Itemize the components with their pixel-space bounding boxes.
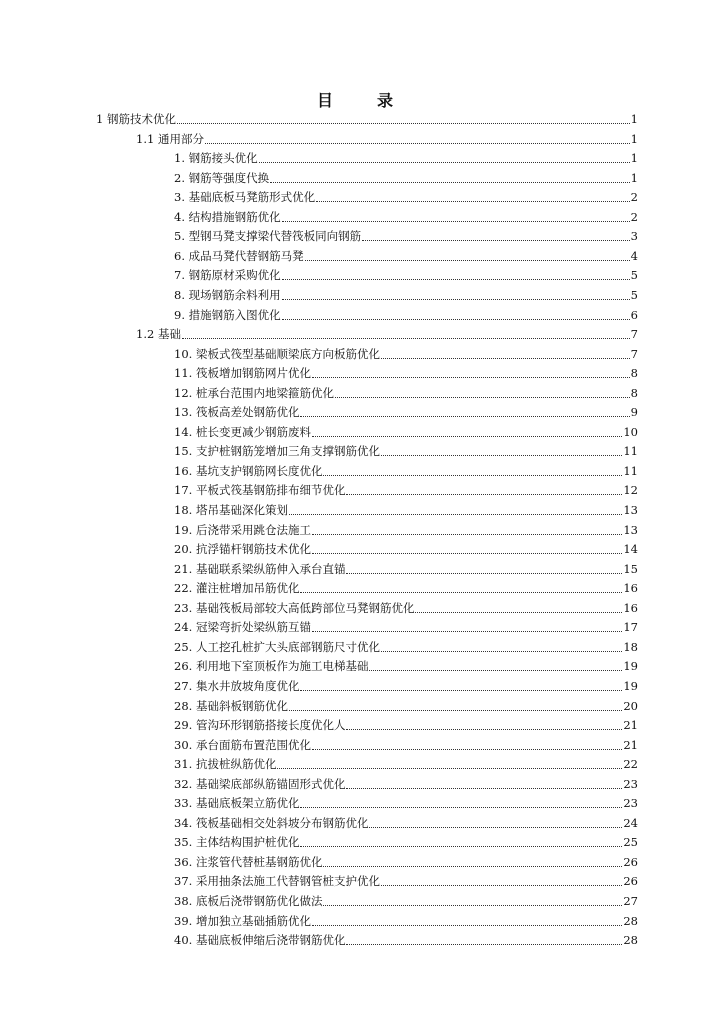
toc-page-number: 26	[623, 854, 638, 869]
toc-dot-leader	[335, 384, 630, 402]
toc-page-number: 15	[623, 561, 638, 576]
toc-dot-leader	[259, 149, 630, 167]
toc-entry[interactable]	[174, 579, 638, 597]
toc-entry-label: 15. 支护桩钢筋笼增加三角支撑钢筋优化	[174, 444, 380, 459]
toc-page-number: 23	[623, 776, 638, 791]
toc-entry-label: 25. 人工挖孔桩扩大头底部钢筋尺寸优化	[174, 639, 380, 654]
toc-entry-label: 29. 管沟环形钢筋搭接长度优化人	[174, 718, 346, 733]
toc-entry[interactable]	[174, 931, 638, 949]
toc-dot-leader	[369, 657, 622, 675]
toc-entry-label: 9. 措施钢筋入图优化	[174, 307, 281, 322]
toc-page-number: 8	[630, 385, 638, 400]
toc-entry[interactable]	[174, 227, 638, 245]
toc-dot-leader	[312, 423, 622, 441]
toc-entry[interactable]	[174, 697, 638, 715]
toc-entry[interactable]	[174, 560, 638, 578]
toc-dot-leader	[312, 521, 622, 539]
toc-entry[interactable]	[174, 423, 638, 441]
toc-page-number: 7	[630, 327, 638, 342]
toc-entry-label: 33. 基础底板架立筋优化	[174, 796, 300, 811]
toc-page-number: 19	[623, 678, 638, 693]
toc-entry-label: 6. 成品马凳代替钢筋马凳	[174, 248, 304, 263]
toc-entry[interactable]	[136, 325, 638, 343]
toc-entry-label: 22. 灌注桩增加吊筋优化	[174, 581, 300, 596]
toc-page-number: 25	[623, 835, 638, 850]
toc-page-number: 1	[630, 151, 638, 166]
toc-dot-leader	[381, 442, 622, 460]
toc-entry-label: 16. 基坑支护钢筋网长度优化	[174, 463, 323, 478]
toc-entry-label: 18. 塔吊基础深化策划	[174, 503, 288, 517]
toc-entry[interactable]	[174, 912, 638, 930]
toc-entry-label: 19. 后浇带采用跳仓法施工	[174, 522, 311, 537]
toc-page-number: 24	[623, 815, 638, 830]
toc-dot-leader	[282, 266, 630, 284]
toc-entry-label: 13. 筏板高差处钢筋优化	[174, 405, 300, 420]
toc-page-number: 2	[630, 190, 638, 205]
toc-page-number: 1	[630, 131, 638, 146]
toc-entry[interactable]	[174, 736, 638, 754]
toc-dot-leader	[369, 814, 622, 832]
toc-entry[interactable]	[174, 345, 638, 363]
toc-page-number: 8	[630, 366, 638, 381]
toc-page-number: 22	[623, 757, 638, 772]
toc-page-number: 11	[623, 444, 638, 459]
toc-page-number: 13	[623, 522, 638, 537]
toc-dot-leader	[323, 462, 622, 480]
toc-dot-leader	[270, 169, 630, 187]
toc-page-number: 21	[623, 737, 638, 752]
toc-entry-label: 38. 底板后浇带钢筋优化做法	[174, 894, 323, 908]
toc-entry[interactable]	[174, 286, 638, 304]
toc-dot-leader	[305, 247, 630, 265]
toc-entry[interactable]	[174, 833, 638, 851]
toc-page-number: 26	[623, 874, 638, 889]
toc-page-number: 17	[623, 620, 638, 635]
toc-entry[interactable]	[174, 306, 638, 324]
toc-entry[interactable]	[174, 169, 638, 187]
toc-dot-leader	[362, 227, 630, 245]
toc-dot-leader	[205, 130, 630, 148]
toc-entry[interactable]	[174, 853, 638, 871]
toc-dot-leader	[346, 775, 622, 793]
toc-page-number: 4	[630, 248, 638, 263]
toc-entry-label: 1 钢筋技术优化	[96, 112, 176, 126]
toc-entry[interactable]	[174, 462, 638, 480]
toc-page-number: 6	[630, 307, 638, 322]
toc-title: 目 录	[316, 91, 407, 110]
toc-dot-leader	[415, 599, 622, 617]
toc-page-number: 14	[623, 542, 638, 557]
toc-entry-label: 31. 抗拔桩纵筋优化	[174, 757, 277, 772]
toc-entry-label: 40. 基础底板伸缩后浇带钢筋优化	[174, 933, 346, 948]
toc-entry-label: 20. 抗浮锚杆钢筋技术优化	[174, 542, 311, 557]
toc-entry[interactable]	[174, 540, 638, 558]
toc-entry-label: 39. 增加独立基础插筋优化	[174, 913, 311, 928]
toc-entry[interactable]	[174, 188, 638, 206]
toc-dot-leader	[346, 931, 622, 949]
toc-entry[interactable]	[174, 677, 638, 695]
toc-dot-leader	[300, 677, 622, 695]
toc-entry-label: 23. 基础筏板局部较大高低跨部位马凳钢筋优化	[174, 600, 415, 615]
toc-dot-leader	[277, 755, 622, 773]
toc-dot-leader	[282, 208, 630, 226]
toc-page-number: 1	[630, 170, 638, 185]
toc-dot-leader	[316, 188, 630, 206]
toc-dot-leader	[300, 794, 622, 812]
toc-page-number: 1	[630, 112, 638, 126]
toc-dot-leader	[312, 736, 622, 754]
toc-dot-leader	[289, 697, 622, 715]
toc-entry[interactable]	[96, 110, 638, 128]
toc-page-number: 13	[623, 503, 638, 517]
toc-dot-leader	[346, 481, 622, 499]
toc-entry[interactable]	[174, 501, 638, 519]
toc-entry[interactable]	[174, 247, 638, 265]
toc-entry[interactable]	[174, 657, 638, 675]
toc-entry[interactable]	[174, 618, 638, 636]
toc-entry[interactable]	[174, 481, 638, 499]
toc-dot-leader	[300, 833, 622, 851]
toc-entry[interactable]	[174, 716, 638, 734]
toc-entry[interactable]	[174, 442, 638, 460]
toc-entry-label: 37. 采用抽条法施工代替钢管桩支护优化	[174, 874, 380, 889]
toc-entry[interactable]	[174, 364, 638, 382]
toc-page-number: 28	[623, 933, 638, 948]
toc-entry-label: 1.2 基础	[136, 327, 181, 342]
toc-page-number: 21	[623, 718, 638, 733]
toc-entry-label: 17. 平板式筏基钢筋排布细节优化	[174, 483, 346, 498]
toc-page-number: 5	[630, 287, 638, 302]
toc-dot-leader	[312, 912, 622, 930]
toc-entry[interactable]	[174, 794, 638, 812]
toc-page-number: 23	[623, 796, 638, 811]
toc-entry-label: 30. 承台面筋布置范围优化	[174, 737, 311, 752]
toc-entry-label: 36. 注浆管代替桩基钢筋优化	[174, 854, 323, 869]
toc-page-number: 28	[623, 913, 638, 928]
toc-entry-label: 1. 钢筋接头优化	[174, 151, 258, 166]
toc-entry-label: 5. 型钢马凳支撑梁代替筏板同向钢筋	[174, 229, 362, 244]
toc-entry-label: 35. 主体结构围护桩优化	[174, 835, 300, 850]
toc-entry-label: 1.1 通用部分	[136, 131, 204, 146]
toc-page-number: 10	[623, 424, 638, 439]
toc-page-number: 12	[623, 483, 638, 498]
toc-entry-label: 14. 桩长变更减少钢筋废料	[174, 424, 311, 439]
toc-page-number: 16	[623, 581, 638, 596]
toc-page-number: 2	[630, 209, 638, 224]
toc-entry[interactable]	[174, 149, 638, 167]
toc-entry[interactable]	[136, 130, 638, 148]
toc-dot-leader	[289, 501, 622, 519]
toc-page-number: 11	[623, 463, 638, 478]
toc-page-number: 5	[630, 268, 638, 283]
toc-entry-label: 10. 梁板式筏型基础顺梁底方向板筋优化	[174, 346, 380, 361]
toc-entry[interactable]	[174, 521, 638, 539]
toc-page-number: 3	[630, 229, 638, 244]
toc-dot-leader	[323, 892, 622, 910]
toc-entry-label: 12. 桩承台范围内地梁箍筋优化	[174, 385, 334, 400]
toc-entry-label: 3. 基础底板马凳筋形式优化	[174, 190, 316, 205]
toc-entry[interactable]	[174, 872, 638, 890]
toc-dot-leader	[346, 716, 622, 734]
toc-entry[interactable]	[174, 403, 638, 421]
toc-dot-leader	[346, 560, 622, 578]
toc-entry-label: 2. 钢筋等强度代换	[174, 170, 270, 185]
toc-page-number: 7	[630, 346, 638, 361]
toc-entry[interactable]	[174, 266, 638, 284]
toc-entry[interactable]	[174, 208, 638, 226]
toc-entry-label: 26. 利用地下室顶板作为施工电梯基础	[174, 659, 369, 674]
toc-entry-label: 7. 钢筋原材采购优化	[174, 268, 281, 283]
toc-entry-label: 4. 结构措施钢筋优化	[174, 209, 281, 224]
toc-dot-leader	[312, 364, 630, 382]
toc-page-number: 16	[623, 600, 638, 615]
toc-dot-leader	[182, 325, 630, 343]
toc-entry[interactable]	[174, 638, 638, 656]
toc-dot-leader	[300, 579, 622, 597]
toc-page-number: 20	[623, 698, 638, 713]
toc-entry-label: 11. 筏板增加钢筋网片优化	[174, 366, 311, 381]
toc-dot-leader	[312, 618, 622, 636]
toc-entry[interactable]	[174, 599, 638, 617]
toc-entry[interactable]	[174, 892, 638, 910]
toc-dot-leader	[323, 853, 622, 871]
toc-entry[interactable]	[174, 814, 638, 832]
toc-page-number: 27	[623, 894, 638, 908]
toc-entry[interactable]	[174, 755, 638, 773]
toc-entry-label: 8. 现场钢筋余料利用	[174, 287, 281, 302]
toc-dot-leader	[177, 110, 630, 128]
toc-entry-label: 27. 集水井放坡角度优化	[174, 678, 300, 693]
toc-entry[interactable]	[174, 384, 638, 402]
toc-dot-leader	[381, 872, 622, 890]
toc-dot-leader	[282, 306, 630, 324]
toc-entry-label: 28. 基础斜板钢筋优化	[174, 698, 288, 713]
toc-dot-leader	[300, 403, 629, 421]
toc-entry-label: 34. 筏板基础相交处斜坡分布钢筋优化	[174, 815, 369, 830]
toc-page-number: 19	[623, 659, 638, 674]
toc-dot-leader	[312, 540, 622, 558]
toc-entry[interactable]	[174, 775, 638, 793]
toc-page-number: 18	[623, 639, 638, 654]
toc-dot-leader	[381, 345, 630, 363]
toc-entry-label: 32. 基础梁底部纵筋锚固形式优化	[174, 776, 346, 791]
toc-entry-label: 21. 基础联系梁纵筋伸入承台直锚	[174, 561, 346, 576]
toc-entry-label: 24. 冠梁弯折处梁纵筋互锚	[174, 620, 311, 635]
toc-dot-leader	[381, 638, 622, 656]
toc-dot-leader	[282, 286, 630, 304]
toc-page-number: 9	[630, 405, 638, 420]
